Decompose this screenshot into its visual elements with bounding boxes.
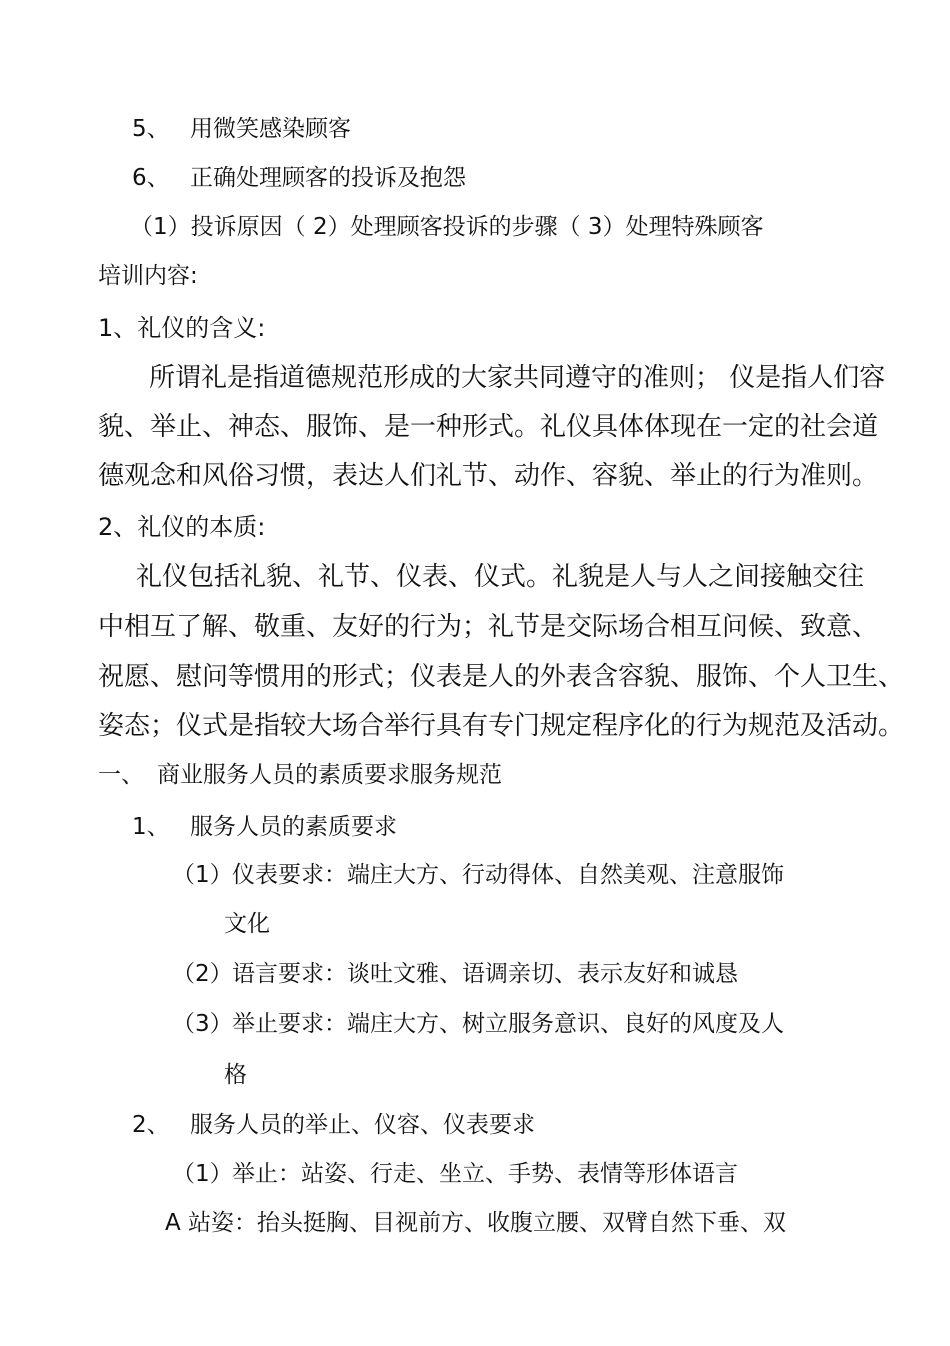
section2-heading: 2、礼仪的本质: xyxy=(98,513,266,541)
item2-text: 服务人员的举止、仪容、仪表要求 xyxy=(190,1112,535,1138)
item1-sub3-number: （3） xyxy=(172,1011,233,1037)
complaint-subitems: （1）投诉原因（ 2）处理顾客投诉的步骤（ 3）处理特殊顾客 xyxy=(130,214,764,240)
list-item-6-text: 正确处理顾客的投诉及抱怨 xyxy=(190,165,466,191)
item1-sub2-number: （2） xyxy=(172,961,233,987)
item1-sub3-text: 举止要求：端庄大方、树立服务意识、良好的风度及人 xyxy=(232,1011,784,1037)
item2-sub1-number: （1） xyxy=(172,1161,233,1187)
section1-heading: 1、礼仪的含义: xyxy=(98,314,266,342)
section2-paragraph-line-3: 祝愿、慰问等惯用的形式；仪表是人的外表含容貌、服饰、个人卫生、 xyxy=(98,662,905,692)
item1-sub1-number: （1） xyxy=(172,862,233,888)
part1-heading-number: 一、 xyxy=(98,762,144,788)
section2-paragraph-line-4: 姿态；仪式是指较大场合举行具有专门规定程序化的行为规范及活动。 xyxy=(98,711,905,741)
section2-paragraph-line-2: 中相互了解、敬重、友好的行为；礼节是交际场合相互问候、致意、 xyxy=(98,612,879,642)
item2-number: 2、 xyxy=(132,1112,170,1138)
item2-sub1-text: 举止：站姿、行走、坐立、手势、表情等形体语言 xyxy=(232,1161,738,1187)
item1-sub3-continuation: 格 xyxy=(224,1062,247,1088)
item1-sub1-continuation: 文化 xyxy=(224,911,270,937)
list-item-6-number: 6、 xyxy=(132,165,170,191)
section2-paragraph-line-1: 礼仪包括礼貌、礼节、仪表、仪式。礼貌是人与人之间接触交往 xyxy=(136,562,865,592)
section1-paragraph-line-2: 貌、举止、神态、服饰、是一种形式。礼仪具体体现在一定的社会道 xyxy=(98,412,879,442)
standing-posture-line: A 站姿：抬头挺胸、目视前方、收腹立腰、双臂自然下垂、双 xyxy=(165,1210,787,1236)
item1-number: 1、 xyxy=(132,814,170,840)
item1-sub2-text: 语言要求：谈吐文雅、语调亲切、表示友好和诚恳 xyxy=(232,961,738,987)
section1-paragraph-line-3: 德观念和风俗习惯，表达人们礼节、动作、容貌、举止的行为准则。 xyxy=(98,461,879,491)
item1-text: 服务人员的素质要求 xyxy=(190,814,397,840)
part1-heading-text: 商业服务人员的素质要求服务规范 xyxy=(157,762,502,788)
list-item-5-text: 用微笑感染顾客 xyxy=(190,116,351,142)
item1-sub1-text: 仪表要求：端庄大方、行动得体、自然美观、注意服饰 xyxy=(232,862,784,888)
list-item-5-number: 5、 xyxy=(132,116,170,142)
section1-paragraph-line-1: 所谓礼是指道德规范形成的大家共同遵守的准则； 仪是指人们容 xyxy=(149,363,886,393)
training-label: 培训内容: xyxy=(98,263,198,289)
